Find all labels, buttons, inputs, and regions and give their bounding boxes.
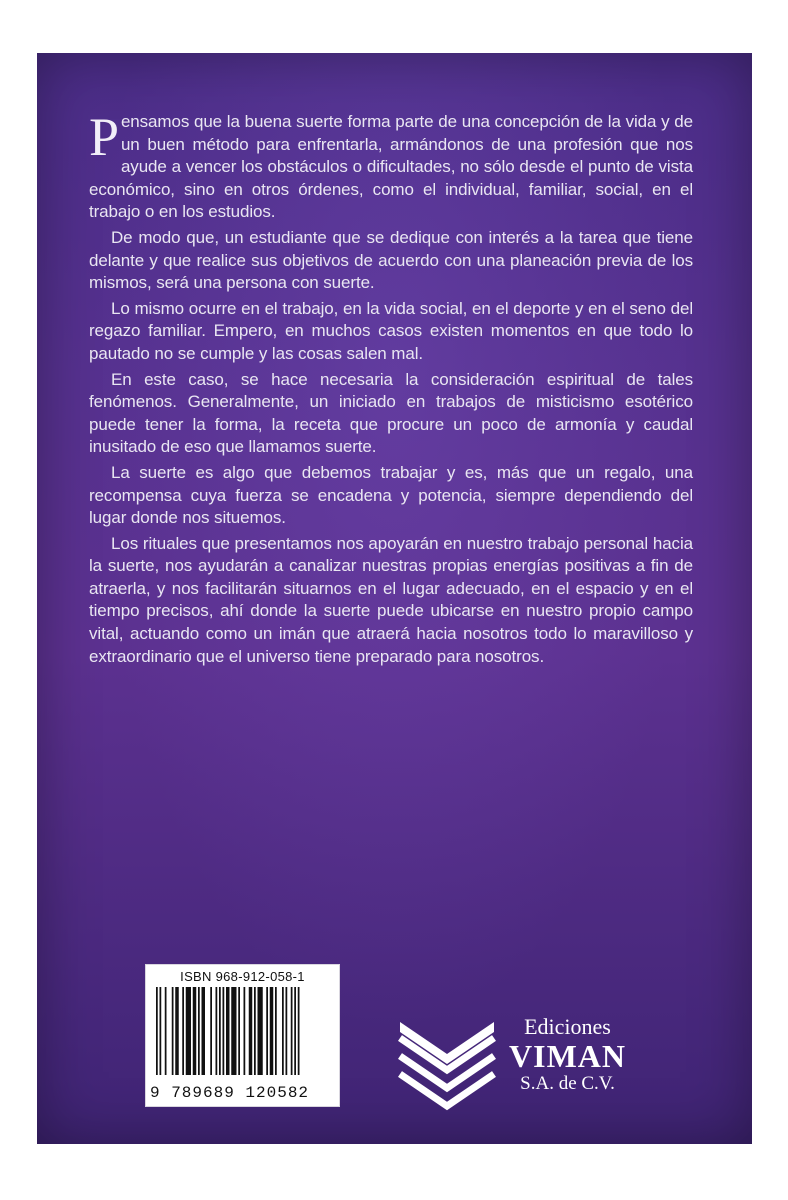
paragraph-6: Los rituales que presentamos nos apoyarán en nuestro trabajo personal hacia la suerte, nos ayudarán a canalizar nuestras propias energías positivas a fin de atraerla, y nos facilitarán situarnos en el lugar adecuado, en el espacio y en el tiempo precisos, ahí donde la suerte puede ubicarse en nuestro propio campo vital, actuando como un imán que atraerá hacia nosotros todo lo maravilloso y extraordinario que el universo tiene preparado para nosotros. <box>89 533 693 666</box>
ean-digits: 9 789689 120582 <box>150 1084 310 1102</box>
paragraph-2: De modo que, un estudiante que se dedique con interés a la tarea que tiene delante y que realice sus objetivos de acuerdo con una planeación previa de los mismos, será una persona con suerte. <box>89 227 693 293</box>
paragraph-1 <box>89 107 693 224</box>
publisher-name <box>509 1015 626 1095</box>
isbn-barcode <box>145 964 340 1107</box>
back-cover <box>37 53 752 1144</box>
paragraph-1-text: ensamos que la buena suerte forma parte de una concepción de la vida y de un buen método para enfrentarla, armándonos de una profesión que nos ayude a vencer los obstáculos o dificultades, no sólo desde el punto de vista económico, sino en otros órdenes, como el individual, familiar, social, en el trabajo o en los estudios. <box>89 112 693 222</box>
publisher-line-viman: VIMAN <box>509 1038 626 1074</box>
dropcap-letter: P <box>89 107 119 167</box>
paragraph-3: Lo mismo ocurre en el trabajo, en la vida social, en el deporte y en el seno del regazo familiar. Empero, en muchos casos existen momentos en que todo lo pautado no se cumple y las cosas salen mal. <box>89 298 693 363</box>
publisher-line-sa: S.A. de C.V. <box>520 1073 615 1094</box>
viman-chevron-logo-icon <box>392 1008 502 1118</box>
synopsis-text <box>89 107 693 671</box>
isbn-label: ISBN 968-912-058-1 <box>180 969 305 984</box>
barcode-bars <box>156 987 329 1075</box>
publisher-line-ediciones: Ediciones <box>524 1014 611 1039</box>
paragraph-5: La suerte es algo que debemos trabajar y es, más que un regalo, una recompensa cuya fuerza se encadena y potencia, siempre dependiendo del lugar donde nos situemos. <box>89 462 693 528</box>
paragraph-4: En este caso, se hace necesaria la consideración espiritual de tales fenómenos. Generalmente, un iniciado en trabajos de misticismo esotérico puede tener la forma, la receta que procure un poco de armonía y caudal inusitado de eso que llamamos suerte. <box>89 369 693 457</box>
